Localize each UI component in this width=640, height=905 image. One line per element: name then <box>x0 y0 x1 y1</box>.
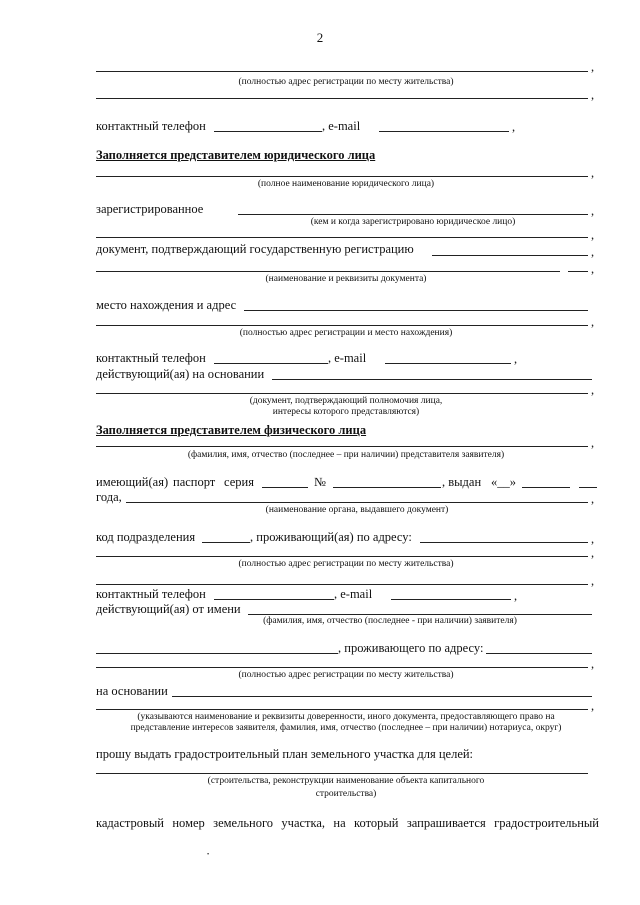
email-field[interactable] <box>379 131 509 132</box>
line-end-comma: , <box>591 436 595 450</box>
line-end-comma: , <box>591 383 595 397</box>
line-end-comma: , <box>591 204 595 218</box>
contact-phone-label: контактный телефон <box>96 351 206 365</box>
registration-document-label: документ, подтверждающий государственную регистрацию <box>96 242 414 256</box>
applicant-address-line-2[interactable] <box>96 667 588 668</box>
contact-phone-field[interactable] <box>214 363 328 364</box>
residing-address-line-2[interactable] <box>96 556 588 557</box>
applicant-fio-caption: (фамилия, имя, отчество (последнее - при наличии) заявителя) <box>263 616 517 626</box>
line-end-comma: , <box>591 166 595 180</box>
power-of-attorney-caption-1: (указываются наименование и реквизиты доверенности, иного документа, предоставляющего право на <box>137 712 555 722</box>
applicant-address-start-field[interactable] <box>96 653 338 654</box>
line-end-comma: , <box>591 88 595 102</box>
line-end-comma: , <box>591 315 595 329</box>
email-field[interactable] <box>391 599 511 600</box>
page-number: 2 <box>316 30 324 45</box>
authority-document-caption-1: (документ, подтверждающий полномочия лица, <box>249 396 443 406</box>
residence-address-line-2[interactable] <box>96 98 588 99</box>
passport-label: паспорт <box>173 475 216 489</box>
issue-year-field[interactable] <box>579 487 597 488</box>
acting-on-basis-label: действующий(ая) на основании <box>96 367 265 381</box>
purpose-caption-1: (строительства, реконструкции наименование объекта капитального <box>207 776 485 786</box>
purpose-caption-2: строительства) <box>315 789 377 799</box>
issuing-authority-caption: (наименование органа, выдавшего документ) <box>265 505 449 515</box>
line-end-comma: , <box>512 120 516 134</box>
issuing-authority-field[interactable] <box>126 502 588 503</box>
representative-fio-caption: (фамилия, имя, отчество (последнее – при наличии) представителя заявителя) <box>187 450 505 460</box>
number-sign-label: № <box>314 475 326 489</box>
line-end-comma: , <box>591 262 595 276</box>
legal-entity-heading: Заполняется представителем юридического лица <box>96 148 376 162</box>
location-field[interactable] <box>244 310 588 311</box>
registration-document-field[interactable] <box>432 255 588 256</box>
registered-by-caption: (кем и когда зарегистрировано юридическое лицо) <box>310 217 516 227</box>
legal-entity-name-line[interactable] <box>96 176 588 177</box>
contact-phone-label: контактный телефон <box>96 587 206 601</box>
series-label: серия <box>224 475 254 489</box>
applicant-fio-field[interactable] <box>248 614 592 615</box>
location-label: место нахождения и адрес <box>96 298 237 312</box>
line-end-comma: , <box>591 546 595 560</box>
division-code-label: код подразделения <box>96 530 196 544</box>
registered-by-field[interactable] <box>238 214 588 215</box>
cadastral-number-label: кадастровый номер земельного участка, на который запрашивается градостроительный <box>96 816 599 830</box>
on-basis-field[interactable] <box>172 696 592 697</box>
line-end-comma: , <box>591 228 595 242</box>
residing-applicant-label: , проживающего по адресу: <box>338 641 484 655</box>
representative-fio-line[interactable] <box>96 446 588 447</box>
contact-phone-label: контактный телефон <box>96 119 206 133</box>
email-label: , e-mail <box>334 587 373 601</box>
document-name-caption: (наименование и реквизиты документа) <box>265 274 427 284</box>
line-end-comma: , <box>591 60 595 74</box>
power-of-attorney-caption-2: представление интересов заявителя, фамилия, имя, отчество (последнее – при наличии) нотариуса, округ) <box>130 723 562 733</box>
line-end-comma: , <box>591 699 595 713</box>
line-end-comma: , <box>514 352 518 366</box>
registered-by-line-2[interactable] <box>96 237 588 238</box>
email-label: , e-mail <box>322 119 361 133</box>
line-end-comma: , <box>591 574 595 588</box>
line-end-comma: , <box>514 589 518 603</box>
registration-document-line-2[interactable] <box>96 271 560 272</box>
purpose-field[interactable] <box>96 773 588 774</box>
passport-having-label: имеющий(ая) <box>96 475 169 489</box>
on-basis-label: на основании <box>96 684 168 698</box>
passport-series-field[interactable] <box>262 487 308 488</box>
applicant-address-field[interactable] <box>486 653 592 654</box>
acting-on-basis-field[interactable] <box>272 379 592 380</box>
scan-mark: · <box>206 847 211 861</box>
contact-phone-field[interactable] <box>214 599 334 600</box>
issue-month-field[interactable] <box>522 487 570 488</box>
passport-number-field[interactable] <box>333 487 441 488</box>
request-label: прошу выдать градостроительный план земельного участка для целей: <box>96 747 474 761</box>
issue-day-field[interactable]: «__» <box>491 475 516 489</box>
line-end-comma: , <box>591 245 595 259</box>
email-field[interactable] <box>385 363 511 364</box>
division-code-field[interactable] <box>202 542 250 543</box>
issued-label: , выдан <box>442 475 482 489</box>
authority-document-caption-2: интересы которого представляются) <box>272 407 420 417</box>
year-label: года, <box>96 490 122 504</box>
line-end-comma: , <box>591 532 595 546</box>
residence-address-line-1[interactable] <box>96 71 588 72</box>
registered-label: зарегистрированное <box>96 202 204 216</box>
individual-heading: Заполняется представителем физического лица <box>96 423 367 437</box>
location-address-caption: (полностью адрес регистрации и место нахождения) <box>239 328 453 338</box>
on-basis-line-2[interactable] <box>96 709 588 710</box>
contact-phone-field[interactable] <box>214 131 322 132</box>
acting-on-basis-line-2[interactable] <box>96 393 588 394</box>
residing-address-field[interactable] <box>420 542 588 543</box>
email-label: , e-mail <box>328 351 367 365</box>
legal-entity-name-caption: (полное наименование юридического лица) <box>257 179 435 189</box>
residence-address-caption: (полностью адрес регистрации по месту жительства) <box>238 559 454 569</box>
residence-address-caption: (полностью адрес регистрации по месту жительства) <box>238 77 454 87</box>
acting-on-behalf-label: действующий(ая) от имени <box>96 602 241 616</box>
residing-label: , проживающий(ая) по адресу: <box>250 530 412 544</box>
line-end-comma: , <box>591 492 595 506</box>
residing-address-line-3[interactable] <box>96 584 588 585</box>
residence-address-caption: (полностью адрес регистрации по месту жительства) <box>238 670 454 680</box>
location-line-2[interactable] <box>96 325 588 326</box>
registration-document-line-2b[interactable] <box>568 271 588 272</box>
line-end-comma: , <box>591 657 595 671</box>
